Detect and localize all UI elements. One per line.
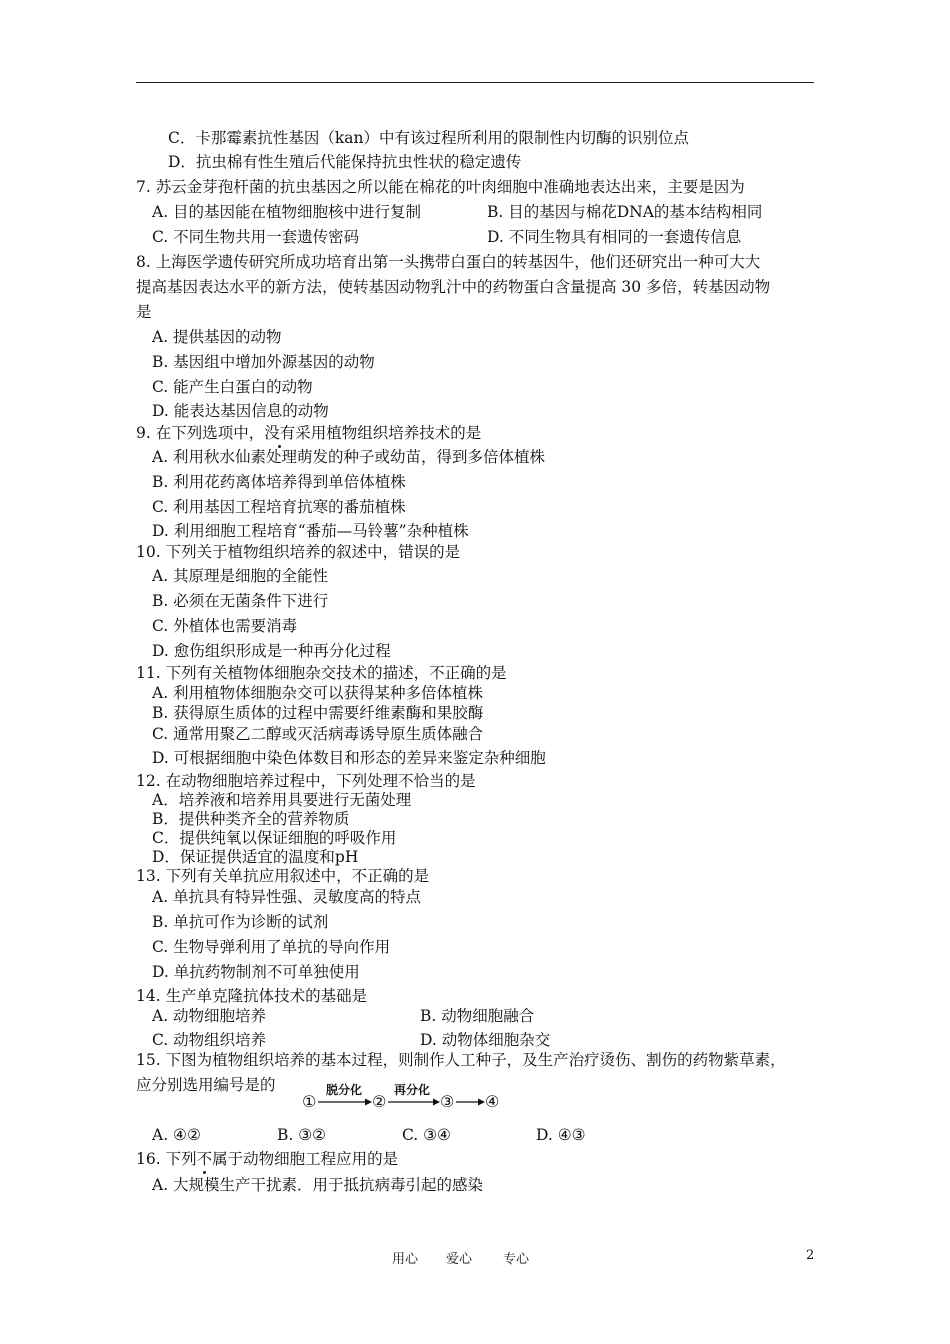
q7-option-b: B. 目的基因与棉花DNA的基本结构相同 [487, 203, 763, 221]
q11-option-a: A. 利用植物体细胞杂交可以获得某种多倍体植株 [152, 684, 484, 702]
q13-option-c: C. 生物导弹利用了单抗的导向作用 [152, 938, 391, 956]
q12-option-d: D．保证提供适宜的温度和pH [152, 848, 359, 866]
q7-option-d: D. 不同生物具有相同的一套遗传信息 [487, 228, 742, 246]
q10-option-d: D. 愈伤组织形成是一种再分化过程 [152, 642, 391, 660]
q12-option-b: B．提供种类齐全的营养物质 [152, 810, 350, 828]
q11-option-d: D. 可根据细胞中染色体数目和形态的差异来鉴定杂种细胞 [152, 749, 546, 767]
q16-option-a: A. 大规模生产干扰素．用于抵抗病毒引起的感染 [152, 1176, 484, 1194]
q11-option-b: B. 获得原生质体的过程中需要纤维素酶和果胶酶 [152, 704, 484, 722]
q15-stem-line1: 15. 下图为植物组织培养的基本过程，则制作人工种子，及生产治疗烫伤、割伤的药物紫草素， [136, 1051, 786, 1069]
q8-option-b: B. 基因组中增加外源基因的动物 [152, 353, 375, 371]
emphasis-dot [203, 1171, 206, 1174]
q8-stem-line3: 是 [136, 303, 152, 321]
q6-option-d: D．抗虫棉有性生殖后代能保持抗虫性状的稳定遗传 [168, 153, 522, 171]
q15-option-c: C. ③④ [402, 1126, 451, 1144]
q12-stem: 12. 在动物细胞培养过程中，下列处理不恰当的是 [136, 772, 476, 790]
flow-node-1: ① [302, 1092, 317, 1111]
q14-option-a: A. 动物细胞培养 [152, 1007, 267, 1025]
flow-arrowhead-3 [478, 1099, 485, 1106]
q10-option-a: A. 其原理是细胞的全能性 [152, 567, 329, 585]
q9-stem [136, 423, 481, 443]
footer-word-1: 用心 [392, 1252, 419, 1267]
q15-stem-line2: 应分别选用编号是的 [136, 1076, 276, 1094]
flow-label-1: 脱分化 [326, 1083, 363, 1097]
q16-stem [136, 1149, 398, 1169]
q14-option-c: C. 动物组织培养 [152, 1031, 267, 1049]
q14-option-b: B. 动物细胞融合 [420, 1007, 535, 1025]
q15-option-b: B. ③② [277, 1126, 327, 1144]
q7-stem: 7. 苏云金芽孢杆菌的抗虫基因之所以能在棉花的叶肉细胞中准确地表达出来，主要是因为 [136, 178, 745, 196]
flow-node-4: ④ [485, 1092, 500, 1111]
header-rule [136, 82, 814, 83]
q8-stem-line1: 8. 上海医学遗传研究所成功培育出第一头携带白蛋白的转基因牛，他们还研究出一种可大大 [136, 253, 761, 271]
q7-option-a: A. 目的基因能在植物细胞核中进行复制 [152, 203, 422, 221]
q10-option-b: B. 必须在无菌条件下进行 [152, 592, 329, 610]
q9-stem-part2: 采用植物组织培养技术的是 [295, 424, 482, 442]
footer-word-2: 爱心 [446, 1252, 473, 1267]
q9-option-d: D. 利用细胞工程培育“番茄—马铃薯”杂种植株 [152, 522, 469, 540]
q15-option-d: D. ④③ [536, 1126, 586, 1144]
q13-option-b: B. 单抗可作为诊断的试剂 [152, 913, 329, 931]
q16-stem-part1: 16. 下列 [136, 1150, 197, 1168]
flow-label-2: 再分化 [394, 1083, 431, 1097]
q13-option-d: D. 单抗药物制剂不可单独使用 [152, 963, 360, 981]
q8-option-a: A. 提供基因的动物 [152, 328, 282, 346]
tissue-culture-flow-diagram [302, 1082, 506, 1112]
q14-stem: 14. 生产单克隆抗体技术的基础是 [136, 987, 368, 1005]
q9-emphasis-text: 没有 [264, 424, 296, 442]
q12-option-a: A．培养液和培养用具要进行无菌处理 [152, 791, 412, 809]
q8-option-d: D. 能表达基因信息的动物 [152, 402, 329, 420]
q9-stem-part1: 9. 在下列选项中， [136, 424, 265, 442]
q11-stem: 11. 下列有关植物体细胞杂交技术的描述，不正确的是 [136, 664, 507, 682]
q16-emphasis [197, 1150, 213, 1168]
q9-option-c: C. 利用基因工程培育抗寒的番茄植株 [152, 498, 406, 516]
q14-option-d: D. 动物体细胞杂交 [420, 1031, 551, 1049]
q8-option-c: C. 能产生白蛋白的动物 [152, 378, 313, 396]
flow-arrowhead-2 [433, 1099, 440, 1106]
q13-stem: 13. 下列有关单抗应用叙述中，不正确的是 [136, 867, 430, 885]
q9-option-a: A. 利用秋水仙素处理萌发的种子或幼苗，得到多倍体植株 [152, 448, 546, 466]
q6-option-c: C．卡那霉素抗性基因（kan）中有该过程所利用的限制性内切酶的识别位点 [168, 129, 689, 147]
q9-option-b: B. 利用花药离体培养得到单倍体植株 [152, 473, 406, 491]
flow-node-2: ② [372, 1092, 387, 1111]
q12-option-c: C．提供纯氧以保证细胞的呼吸作用 [152, 829, 397, 847]
flow-node-3: ③ [440, 1092, 455, 1111]
q16-emphasis-text: 不 [196, 1150, 213, 1168]
footer-word-3: 专心 [503, 1252, 530, 1267]
page-number: 2 [806, 1248, 815, 1263]
flow-arrowhead-1 [365, 1099, 372, 1106]
q8-stem-line2: 提高基因表达水平的新方法，使转基因动物乳汁中的药物蛋白含量提高 30 多倍，转基因动物 [136, 278, 771, 296]
q9-emphasis [264, 424, 295, 442]
q7-option-c: C. 不同生物共用一套遗传密码 [152, 228, 360, 246]
q16-stem-part2: 属于动物细胞工程应用的是 [212, 1150, 399, 1168]
q11-option-c: C. 通常用聚乙二醇或灭活病毒诱导原生质体融合 [152, 725, 484, 743]
q10-option-c: C. 外植体也需要消毒 [152, 617, 298, 635]
q15-option-a: A. ④② [152, 1126, 201, 1144]
q10-stem: 10. 下列关于植物组织培养的叙述中，错误的是 [136, 543, 461, 561]
q13-option-a: A. 单抗具有特异性强、灵敏度高的特点 [152, 888, 422, 906]
